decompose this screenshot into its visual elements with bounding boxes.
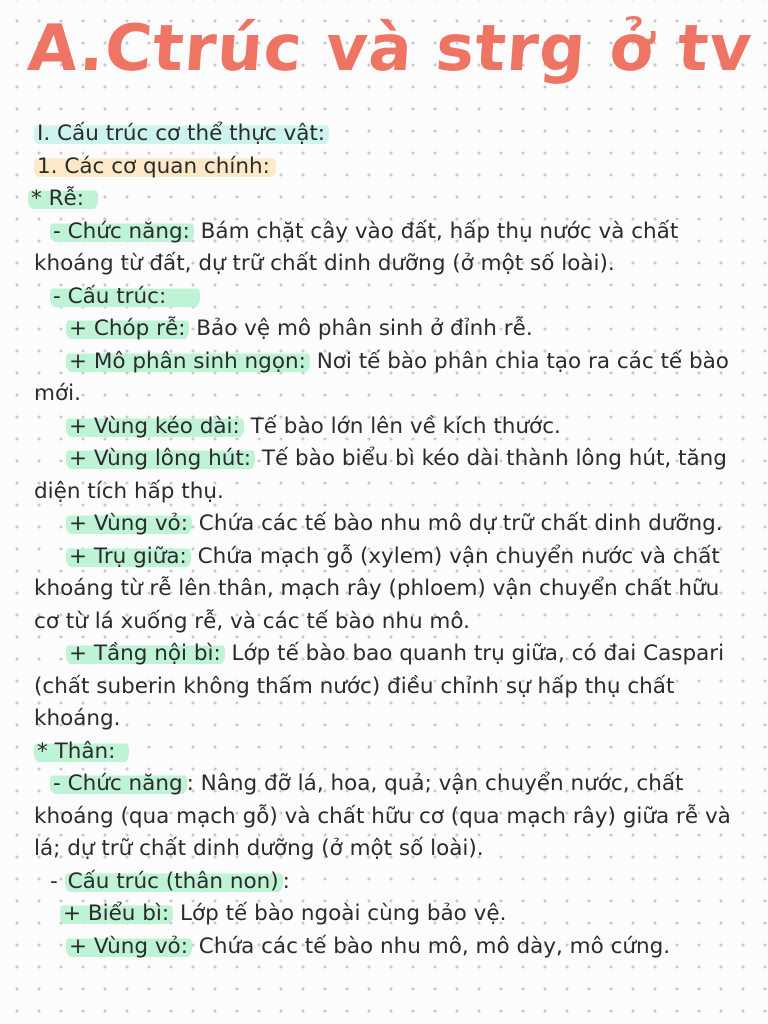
note-label: - Chức năng — [50, 771, 187, 796]
note-prefix: - — [50, 868, 65, 894]
note-text: Lớp tế bào bao quanh trụ giữa, có đai Caspari (chất suberin không thấm nước) điều chỉnh sự hấp thụ chất khoáng. — [34, 641, 725, 731]
heading-label: I. Cấu trúc cơ thể thực vật: — [34, 121, 329, 146]
note-label: + Biểu bì: — [60, 901, 173, 926]
note-label: + Vùng lông hút: — [66, 446, 255, 471]
note-label: - Chức năng: — [50, 219, 194, 244]
note-text: Bảo vệ mô phân sinh ở đỉnh rễ. — [189, 316, 533, 341]
note-paragraph — [34, 216, 744, 281]
organ-heading-root — [31, 183, 744, 216]
page-title: A.Ctrúc và strg ở tv — [25, 12, 755, 86]
note-paragraph — [34, 281, 744, 314]
note-text: Chứa các tế bào nhu mô, mô dày, mô cứng. — [191, 933, 671, 959]
note-paragraph — [34, 898, 744, 931]
note-label: - Cấu trúc: — [50, 284, 200, 309]
note-paragraph — [34, 508, 744, 541]
note-paragraph — [34, 346, 744, 411]
section-heading — [34, 118, 744, 151]
note-paragraph — [34, 931, 744, 964]
note-text: Lớp tế bào ngoài cùng bảo vệ. — [173, 901, 507, 926]
note-label: Cấu trúc (thân non) — [65, 869, 283, 894]
note-text: Nơi tế bào phân chia tạo ra các tế bào mới. — [34, 348, 729, 406]
note-label: + Vùng vỏ: — [66, 511, 192, 536]
organ-heading-stem — [34, 736, 744, 769]
subheading-label: 1. Các cơ quan chính: — [34, 154, 276, 179]
note-text: Chứa các tế bào nhu mô dự trữ chất dinh dưỡng. — [191, 511, 723, 536]
note-label: + Chóp rễ: — [66, 316, 189, 341]
note-text: Chứa mạch gỗ (xylem) vận chuyển nước và chất khoáng từ rễ lên thân, mạch rây (phloem) vận chuyển chất hữu cơ từ lá xuống rễ, và các tế bào nhu mô. — [34, 543, 720, 634]
note-label: + Trụ giữa: — [66, 544, 191, 569]
note-paragraph — [34, 313, 744, 346]
note-text: Tế bào lớn lên về kích thước. — [243, 413, 561, 439]
note-label: + Tầng nội bì: — [66, 641, 225, 666]
note-text: : — [282, 868, 290, 894]
note-label: + Vùng vỏ: — [66, 934, 192, 959]
note-text: : Nâng đỡ lá, hoa, quả; vận chuyển nước, chất khoáng (qua mạch gỗ) và chất hữu cơ (qua mạch rây) giữa rễ và lá; dự trữ chất dinh dưỡng (ở một số loài). — [34, 771, 731, 861]
organ-label: * Rễ: — [28, 186, 98, 211]
notes-body — [31, 118, 744, 963]
note-paragraph — [34, 866, 744, 899]
note-paragraph — [34, 411, 744, 444]
note-paragraph — [34, 768, 744, 866]
note-label: + Vùng kéo dài: — [66, 414, 244, 439]
note-text: Bám chặt cây vào đất, hấp thụ nước và chất khoáng từ đất, dự trữ chất dinh dưỡng (ở một số loài). — [34, 218, 679, 276]
note-paragraph — [34, 443, 744, 508]
subsection-heading — [34, 151, 744, 184]
organ-label: * Thân: — [34, 739, 129, 764]
note-paragraph — [34, 541, 744, 639]
note-text: Tế bào biểu bì kéo dài thành lông hút, tăng diện tích hấp thụ. — [34, 446, 727, 504]
note-label: + Mô phân sinh ngọn: — [66, 349, 310, 374]
note-paragraph — [34, 638, 744, 736]
